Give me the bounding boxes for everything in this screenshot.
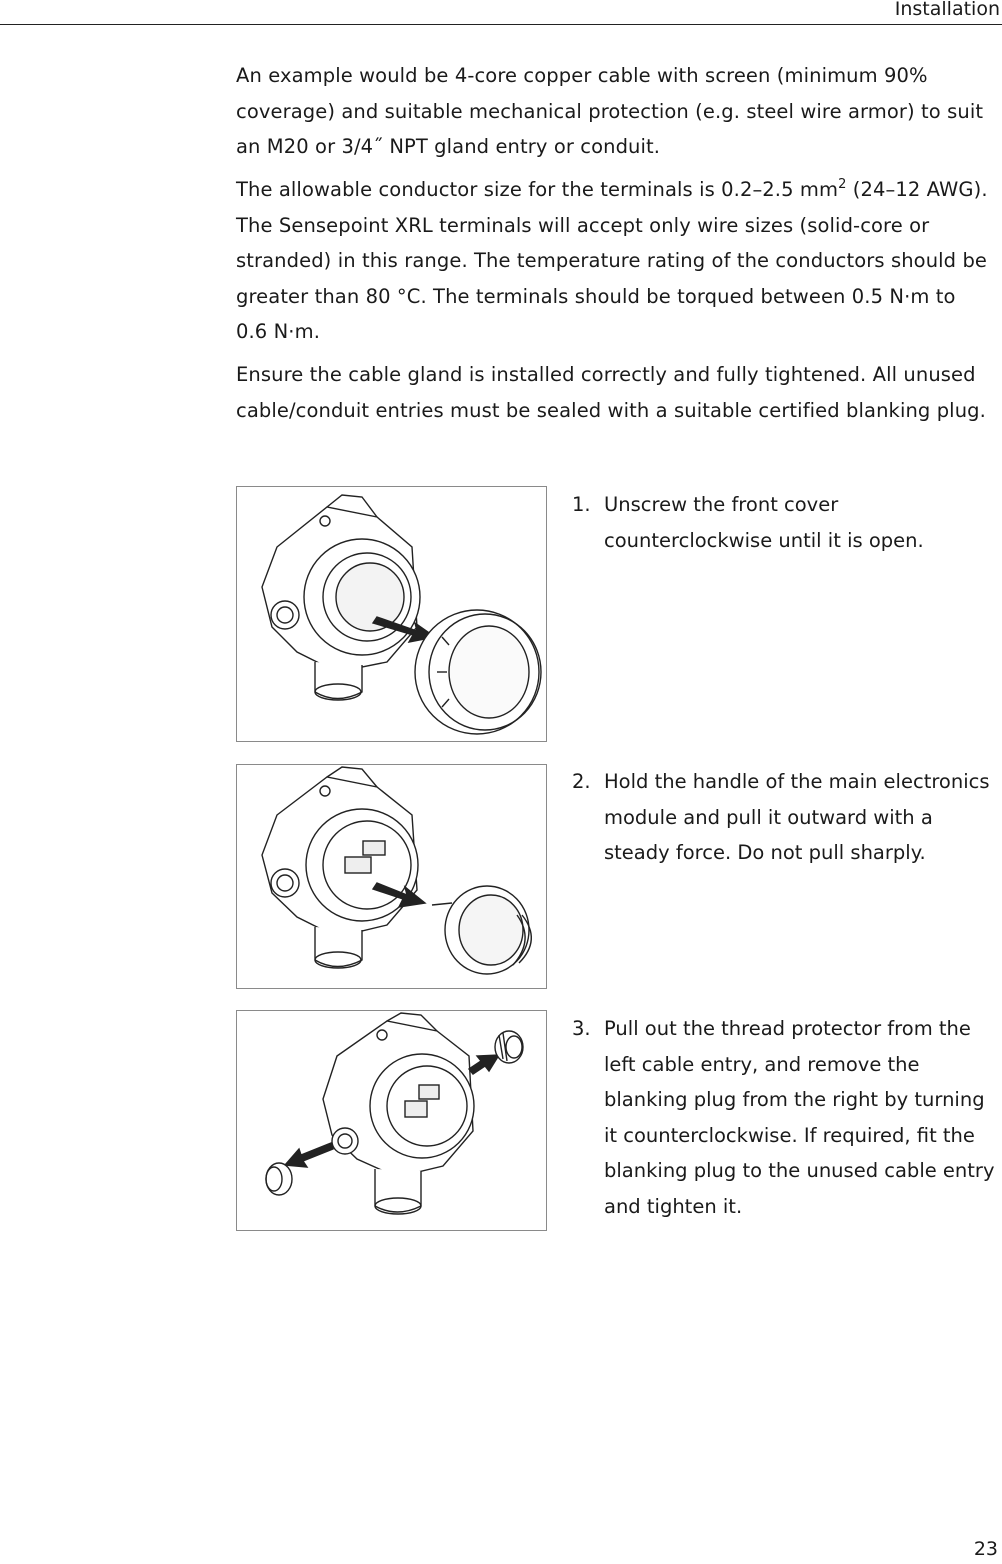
housing-opening-core (336, 563, 404, 631)
left-cable-entry (271, 869, 299, 897)
terminal-block-a (345, 857, 371, 873)
paragraph-cable-example: An example would be 4-core copper cable with screen (minimum 90% coverage) and suitable mechanical protection (e.g. steel wire armor) to suit an M20 or 3/4˝ NPT gland entry or conduit. (236, 64, 984, 158)
paragraph-conductor-size (236, 172, 988, 350)
module-face (459, 895, 523, 965)
front-cover-face (449, 626, 529, 718)
page-header (0, 0, 1002, 25)
step-number: 3. (572, 1017, 591, 1040)
page-number: 23 (973, 1538, 998, 1560)
detector-entries-illustration (237, 1011, 546, 1230)
detector-module-illustration (237, 765, 546, 988)
bottom-cable-entry (315, 662, 362, 699)
arrow-right-out (469, 1055, 499, 1074)
bottom-cable-entry (315, 927, 362, 967)
left-cable-entry (332, 1128, 358, 1154)
paragraph-cable-gland: Ensure the cable gland is installed correctly and fully tightened. All unused cable/conduit entries must be sealed with a suitable certified blanking plug. (236, 363, 986, 422)
section-title: Installation (894, 0, 1000, 20)
terminal-block-a (405, 1101, 427, 1117)
step-text: Hold the handle of the main electronics module and pull it outward with a steady force. Do not pull sharply. (604, 770, 990, 864)
module-handle (432, 903, 452, 905)
conductor-size-text-b: (24–12 AWG). The Sensepoint XRL terminals will accept only wire sizes (solid-core or stranded) in this range. The temperature rating of the conductors should be greater than 80 °C. The terminals should be torqued between 0.5 N·m to 0.6 N·m. (236, 178, 988, 343)
step-number: 2. (572, 770, 591, 793)
figure-cable-entries (236, 1010, 547, 1231)
step-text: Unscrew the front cover counterclockwise until it is open. (604, 493, 924, 552)
superscript-squared: 2 (838, 177, 847, 192)
step-number: 1. (572, 493, 591, 516)
terminal-block-b (419, 1085, 439, 1099)
figure-pull-module (236, 764, 547, 989)
conductor-size-text-a: The allowable conductor size for the terminals is 0.2–2.5 mm (236, 178, 839, 201)
left-cable-entry (271, 601, 299, 629)
step-text: Pull out the thread protector from the left cable entry, and remove the blanking plug from the right by turning it counterclockwise. If required, fit the blanking plug to the unused cable entry and tighten it. (604, 1017, 995, 1218)
arrow-left-out (285, 1143, 333, 1167)
bottom-cable-entry (375, 1169, 421, 1212)
detector-cover-illustration (237, 487, 546, 741)
figure-unscrew-cover (236, 486, 547, 742)
terminal-block-b (363, 841, 385, 855)
